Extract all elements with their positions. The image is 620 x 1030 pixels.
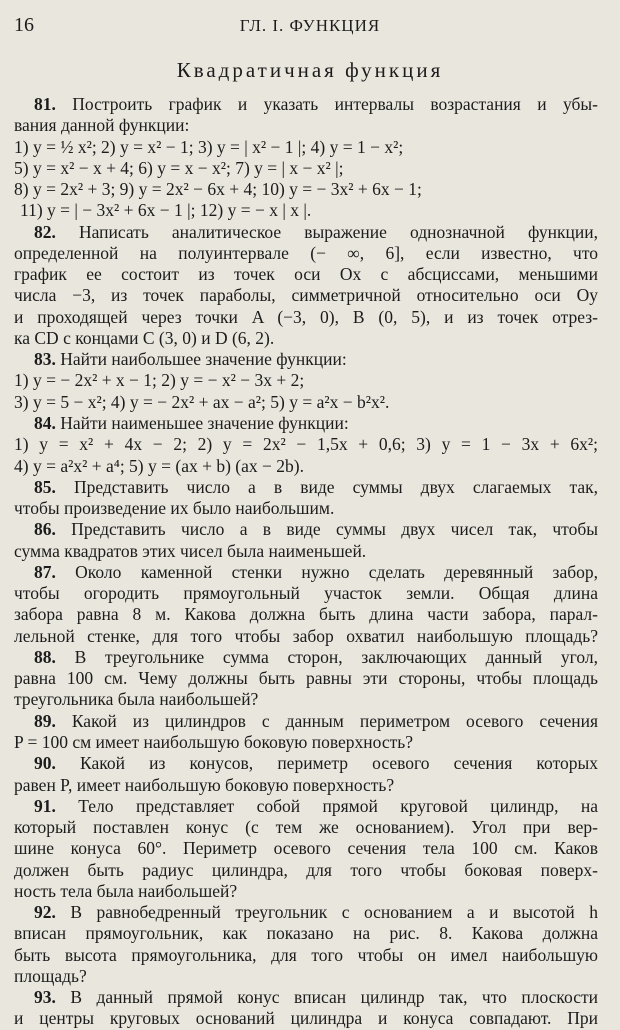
line-text: В данный прямой конус вписан цилиндр так, что плоскости xyxy=(55,987,598,1008)
line-text: 3) y = 5 − x²; 4) y = − 2x² + ax − a²; 5) y = a²x − b²x². xyxy=(14,391,390,412)
line-text: быть высота прямоугольника, для того чтобы он имел наибольшую xyxy=(14,944,598,965)
line-text: который поставлен конус (с тем же основанием). Угол при вер- xyxy=(14,817,598,838)
text-line xyxy=(14,775,598,796)
text-line xyxy=(14,307,598,328)
line-text: вписан прямоугольник, как показано на рис. 8. Какова должна xyxy=(14,923,598,944)
text-line xyxy=(14,711,598,732)
line-text: В треугольнике сумма сторон, заключающих данный угол, xyxy=(55,646,598,667)
text-line xyxy=(14,179,598,200)
text-line xyxy=(14,945,598,966)
text-line xyxy=(14,583,598,604)
line-text: Найти наибольшее значение функции: xyxy=(55,349,347,370)
line-text: Какой из цилиндров с данным периметром осевого сечения xyxy=(55,710,598,731)
line-text: сумма квадратов этих чисел была наименьшей. xyxy=(14,540,367,561)
text-line xyxy=(14,477,598,498)
text-line xyxy=(14,817,598,838)
problem-number: 86. xyxy=(34,519,56,540)
running-title: ГЛ. I. ФУНКЦИЯ xyxy=(239,16,381,35)
page-header xyxy=(0,14,620,44)
line-text: 4) y = a²x² + a⁴; 5) y = (ax + b) (ax − 2b). xyxy=(14,455,304,476)
text-line xyxy=(14,392,598,413)
text-line xyxy=(14,243,598,264)
section-title: Квадратичная функция xyxy=(176,58,444,82)
line-text: Представить число a в виде суммы двух чисел так, чтобы xyxy=(55,519,598,540)
text-line xyxy=(14,796,598,817)
line-text: 5) y = x² − x + 4; 6) y = x − x²; 7) y = | x − x² |; xyxy=(14,157,344,178)
line-text: 1) y = − 2x² + x − 1; 2) y = − x² − 3x + 2; xyxy=(14,370,305,391)
text-line xyxy=(14,456,598,477)
line-text: определенной на полуинтервале (− ∞, 6], если известно, что xyxy=(14,242,598,263)
line-text: график ее состоит из точек оси Ox с абсциссами, меньшими xyxy=(14,264,598,285)
problem-number: 85. xyxy=(34,476,56,497)
line-text: вания данной функции: xyxy=(14,115,190,136)
line-text: 1) y = x² + 4x − 2; 2) y = 2x² − 1,5x + 0,6; 3) y = 1 − 3x + 6x²; xyxy=(14,434,598,455)
text-line xyxy=(14,902,598,923)
problem-number: 93. xyxy=(34,987,56,1008)
line-text: ность тела была наибольшей? xyxy=(14,880,238,901)
text-line xyxy=(14,285,598,306)
text-line xyxy=(14,860,598,881)
line-text: забора равна 8 м. Какова должна быть длина части забора, парал- xyxy=(14,604,598,625)
line-text: Найти наименьшее значение функции: xyxy=(55,412,349,433)
text-line xyxy=(14,668,598,689)
line-text: 1) y = ½ x²; 2) y = x² − 1; 3) y = | x² − 1 |; 4) y = 1 − x²; xyxy=(14,136,404,157)
line-text: Написать аналитическое выражение однозначной функции, xyxy=(55,221,598,242)
text-line xyxy=(14,987,598,1008)
line-text: 8) y = 2x² + 3; 9) y = 2x² − 6x + 4; 10) y = − 3x² + 6x − 1; xyxy=(14,179,422,200)
line-text: Построить график и указать интервалы возрастания и убы- xyxy=(55,94,598,114)
line-text: площадь? xyxy=(14,965,87,986)
line-text: P = 100 см имеет наибольшую боковую поверхность? xyxy=(14,731,413,752)
line-text: ка CD с концами C (3, 0) и D (6, 2). xyxy=(14,327,275,348)
problem-number: 81. xyxy=(34,94,56,114)
line-text: треугольника была наибольшей? xyxy=(14,689,259,710)
line-text: должен быть радиус цилиндра, для того чтобы боковая поверх- xyxy=(14,859,598,880)
text-line xyxy=(14,137,598,158)
text-line xyxy=(14,349,598,370)
text-line xyxy=(14,200,598,221)
text-line xyxy=(14,498,598,519)
text-line xyxy=(14,370,598,391)
text-line xyxy=(14,626,598,647)
text-line xyxy=(14,881,598,902)
problem-number: 90. xyxy=(34,753,56,774)
problem-number: 88. xyxy=(34,646,56,667)
text-line xyxy=(14,647,598,668)
text-line xyxy=(14,732,598,753)
problem-number: 84. xyxy=(34,412,56,433)
line-text: и проходящей через точки A (−3, 0), B (0, 5), и из точек отрез- xyxy=(14,306,598,327)
text-line xyxy=(14,328,598,349)
text-line xyxy=(14,1008,598,1029)
line-text: Какой из конусов, периметр осевого сечения которых xyxy=(55,753,598,774)
line-text: и центры круговых оснований цилиндра и конуса совпадают. При xyxy=(14,1008,598,1029)
text-line xyxy=(14,689,598,710)
text-line xyxy=(14,923,598,944)
text-line xyxy=(14,519,598,540)
problem-number: 89. xyxy=(34,710,56,731)
line-text: Около каменной стенки нужно сделать деревянный забор, xyxy=(55,561,598,582)
problem-number: 82. xyxy=(34,221,56,242)
line-text: Представить число a в виде суммы двух слагаемых так, xyxy=(55,476,598,497)
text-line xyxy=(14,966,598,987)
problem-number: 91. xyxy=(34,795,56,816)
line-text: 11) y = | − 3x² + 6x − 1 |; 12) y = − x | x |. xyxy=(20,200,312,221)
text-line xyxy=(14,838,598,859)
line-text: равен P, имеет наибольшую боковую поверхность? xyxy=(14,774,395,795)
line-text: лельной стенке, для того чтобы забор охватил наибольшую площадь? xyxy=(14,625,598,646)
problem-number: 83. xyxy=(34,349,56,370)
text-line xyxy=(14,434,598,455)
problem-number: 92. xyxy=(34,902,56,923)
page-number: 16 xyxy=(14,14,34,36)
text-line xyxy=(14,94,598,115)
line-text: чтобы произведение их было наибольшим. xyxy=(14,498,335,519)
line-text: В равнобедренный треугольник с основанием a и высотой h xyxy=(55,902,598,923)
line-text: Тело представляет собой прямой круговой цилиндр, на xyxy=(55,795,598,816)
text-line xyxy=(14,158,598,179)
text-line xyxy=(14,562,598,583)
text-line xyxy=(14,541,598,562)
problems-text xyxy=(14,94,598,1030)
text-line xyxy=(14,604,598,625)
text-line xyxy=(14,222,598,243)
text-line xyxy=(14,753,598,774)
text-line xyxy=(14,264,598,285)
line-text: чтобы огородить прямоугольный участок земли. Общая длина xyxy=(14,583,598,604)
line-text: числа −3, из точек параболы, симметричной относительно оси Oy xyxy=(14,285,598,306)
text-line xyxy=(14,115,598,136)
text-line xyxy=(14,413,598,434)
problem-number: 87. xyxy=(34,561,56,582)
line-text: равна 100 см. Чему должны быть равны эти стороны, чтобы площадь xyxy=(14,668,598,689)
line-text: шине конуса 60°. Периметр осевого сечения тела 100 см. Каков xyxy=(14,838,598,859)
